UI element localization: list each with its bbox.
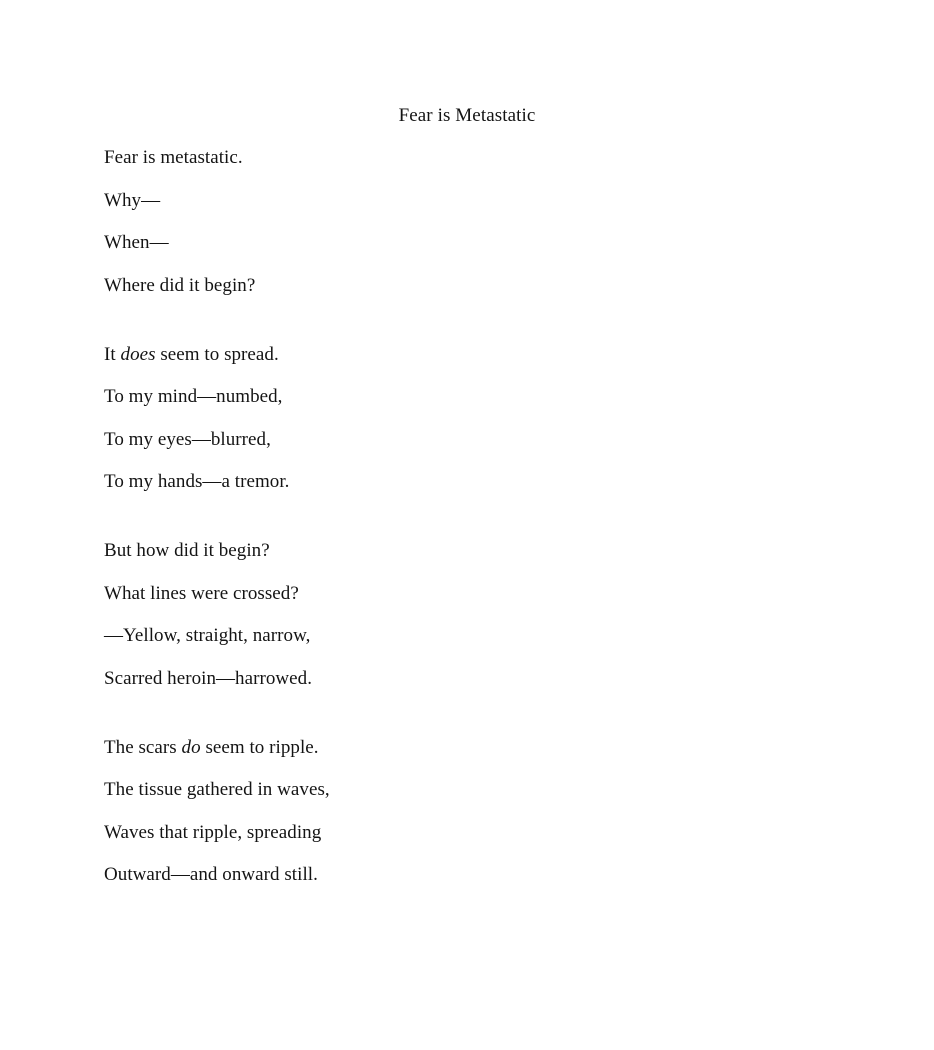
- emphasized-word: do: [181, 736, 201, 758]
- stanza-1: [104, 145, 804, 299]
- poem-line: But how did it begin?: [104, 540, 270, 561]
- line-text: The scars: [104, 736, 182, 758]
- poem-line: Waves that ripple, spreading: [104, 821, 322, 843]
- poem-line: To my hands—a tremor.: [104, 471, 290, 492]
- line-text: It: [104, 343, 121, 365]
- line-text: seem to ripple.: [200, 736, 319, 758]
- poem-line: The tissue gathered in waves,: [104, 779, 330, 800]
- poem-line: [104, 342, 804, 368]
- poem-line: Outward—and onward still.: [104, 864, 318, 885]
- poem-title: Fear is Metastatic: [398, 105, 536, 126]
- poem-line: When—: [104, 232, 169, 253]
- poem-line: [104, 735, 804, 761]
- line-text: seem to spread.: [155, 343, 279, 365]
- poem-body: [104, 145, 804, 931]
- poem-line: Why—: [104, 189, 161, 211]
- stanza-3: [104, 538, 804, 692]
- stanza-2: [104, 342, 804, 496]
- emphasized-word: does: [120, 343, 156, 365]
- poem-line: Scarred heroin—harrowed.: [104, 667, 313, 689]
- stanza-4: [104, 735, 804, 889]
- poem-line: What lines were crossed?: [104, 582, 299, 604]
- poem-line: To my eyes—blurred,: [104, 428, 271, 450]
- poem-line: Fear is metastatic.: [104, 147, 243, 168]
- poem-line: Where did it begin?: [104, 274, 256, 296]
- poem-line: To my mind—numbed,: [104, 386, 283, 407]
- poem-line: —Yellow, straight, narrow,: [104, 625, 311, 646]
